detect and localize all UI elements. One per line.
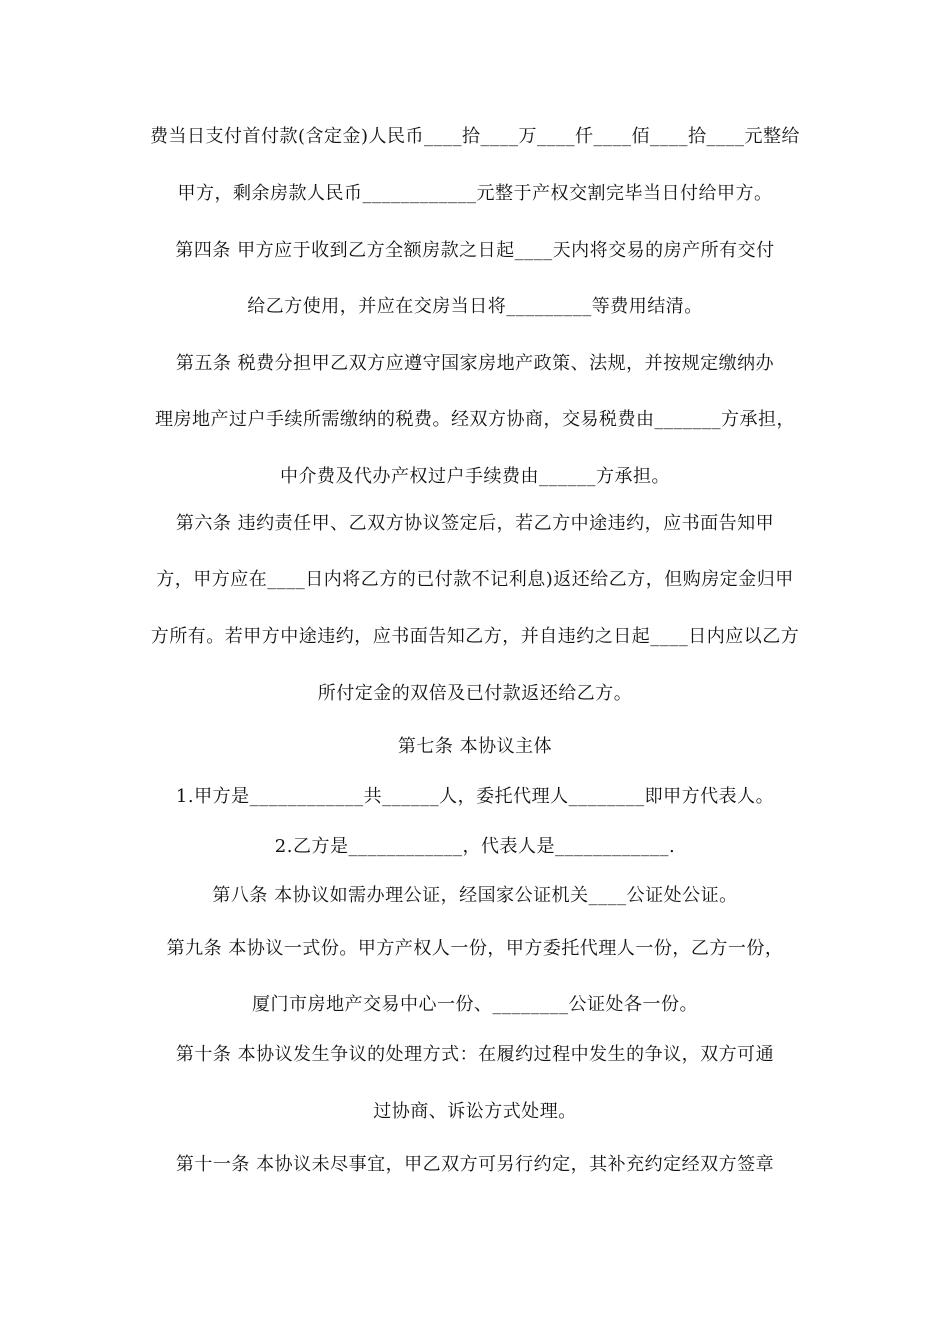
article-10-line-1: 第十条 本协议发生争议的处理方式：在履约过程中发生的争议，双方可通 — [175, 1044, 775, 1065]
article-8-line: 第八条 本协议如需办理公证，经国家公证机关____公证处公证。 — [212, 885, 738, 906]
article-4-line-2: 给乙方使用，并应在交房当日将_________等费用结清。 — [247, 296, 703, 317]
article-6-line-3: 方所有。若甲方中途违约，应书面告知乙方，并自违约之日起____日内应以乙方 — [150, 626, 800, 647]
article-4-line-1: 第四条 甲方应于收到乙方全额房款之日起____天内将交易的房产所有交付 — [175, 240, 775, 261]
article-7-party-b: 2.乙方是____________，代表人是____________. — [274, 836, 676, 857]
article-5-line-2: 理房地产过户手续所需缴纳的税费。经双方协商，交易税费由_______方承担， — [155, 409, 795, 430]
article-5-line-1: 第五条 税费分担甲乙双方应遵守国家房地产政策、法规，并按规定缴纳办 — [175, 353, 775, 374]
article-6-line-2: 方，甲方应在____日内将乙方的已付款不记利息)返还给乙方，但购房定金归甲 — [156, 569, 794, 590]
article-6-line-1: 第六条 违约责任甲、乙双方协议签定后，若乙方中途违约，应书面告知甲 — [175, 513, 775, 534]
article-11-line-1: 第十一条 本协议未尽事宜，甲乙双方可另行约定，其补充约定经双方签章 — [175, 1154, 775, 1175]
article-10-line-2: 过协商、诉讼方式处理。 — [373, 1101, 577, 1122]
article-5-line-3: 中介费及代办产权过户手续费由______方承担。 — [280, 466, 670, 487]
article-9-line-2: 厦门市房地产交易中心一份、________公证处各一份。 — [252, 994, 698, 1015]
article-9-line-1: 第九条 本协议一式份。甲方产权人一份，甲方委托代理人一份，乙方一份， — [166, 938, 784, 959]
article-7-party-a: 1.甲方是____________共______人，委托代理人________即甲方代表人。 — [175, 786, 775, 807]
article-6-line-4: 所付定金的双倍及已付款返还给乙方。 — [317, 683, 633, 704]
article-7-heading: 第七条 本协议主体 — [397, 736, 553, 757]
text-line-1: 费当日支付首付款(含定金)人民币____拾____万____仟____佰____拾____元整给 — [149, 126, 801, 147]
text-line-2: 甲方，剩余房款人民币____________元整于产权交割完毕当日付给甲方。 — [177, 183, 773, 204]
